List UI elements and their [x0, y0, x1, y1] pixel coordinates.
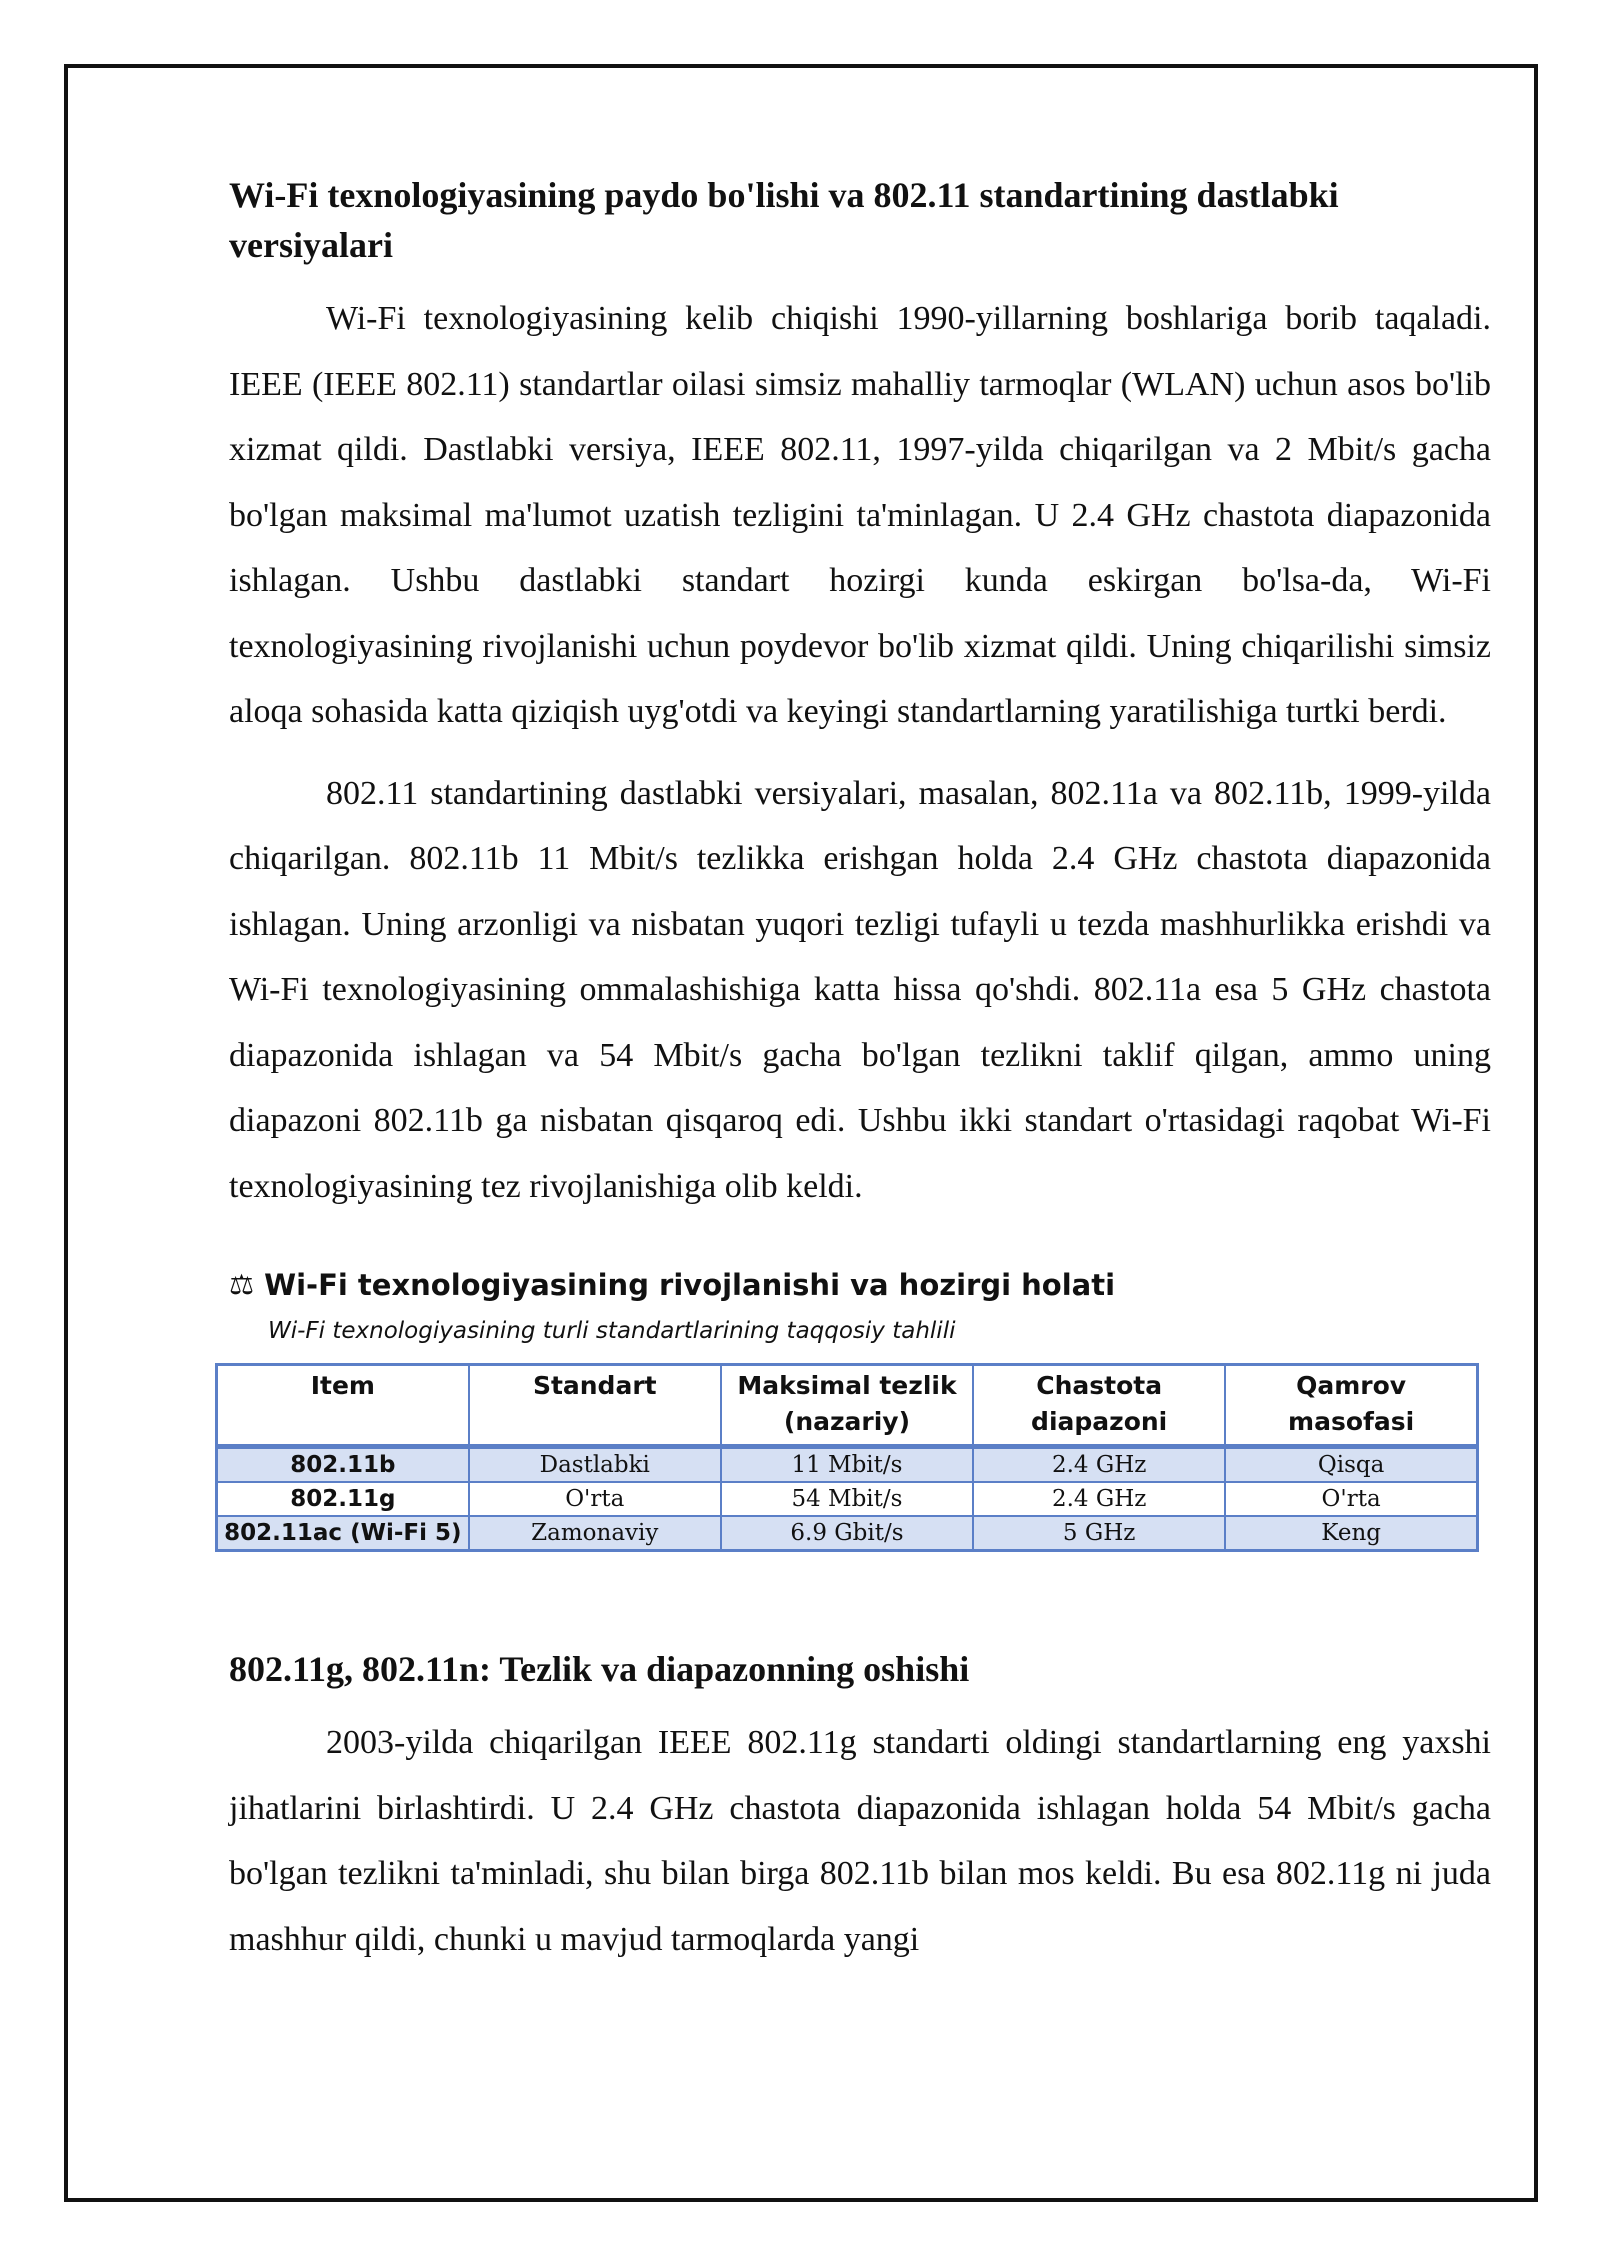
- table-cell: Keng: [1225, 1516, 1477, 1551]
- column-header-item: Item: [217, 1365, 469, 1447]
- paragraph-80211g: 2003-yilda chiqarilgan IEEE 802.11g standarti oldingi standartlarning eng yaxshi jihatlarini birlashtirdi. U 2.4 GHz chastota diapazonida ishlagan holda 54 Mbit/s gacha bo'lgan tezlikni ta'minladi, shu bilan birga 802.11b bilan mos keldi. Bu esa 802.11g ni juda mashhur qildi, chunki u mavjud tarmoqlarda yangi: [229, 1724, 1491, 1958]
- table-cell: 802.11g: [217, 1482, 469, 1516]
- table-cell: 802.11ac (Wi-Fi 5): [217, 1516, 469, 1551]
- paragraph-early-versions: 802.11 standartining dastlabki versiyalari, masalan, 802.11a va 802.11b, 1999-yilda chiqarilgan. 802.11b 11 Mbit/s tezlikka erishgan holda 2.4 GHz chastota diapazonida ishlagan. Uning arzonligi va nisbatan yuqori tezligi tufayli u tezda mashhurlikka erishdi va Wi-Fi texnologiyasining ommalashishiga katta hissa qo'shdi. 802.11a esa 5 GHz chastota diapazonida ishlagan va 54 Mbit/s gacha bo'lgan tezlikni taklif qilgan, ammo uning diapazoni 802.11b ga nisbatan qisqaroq edi. Ushbu ikki standart o'rtasidagi raqobat Wi-Fi texnologiyasining tez rivojlanishiga olib keldi.: [229, 774, 1491, 1205]
- table-cell: 802.11b: [217, 1447, 469, 1483]
- table-cell: 54 Mbit/s: [721, 1482, 973, 1516]
- column-header-standart: Standart: [469, 1365, 721, 1447]
- section-heading-80211g-n: 802.11g, 802.11n: Tezlik va diapazonning oshishi: [229, 1649, 970, 1689]
- table-header-row: [217, 1365, 1478, 1447]
- table-cell: Zamonaviy: [469, 1516, 721, 1551]
- table-cell: O'rta: [469, 1482, 721, 1516]
- table-cell: 6.9 Gbit/s: [721, 1516, 973, 1551]
- table-row: [217, 1447, 1478, 1483]
- column-header-frequency: Chastota diapazoni: [973, 1365, 1225, 1447]
- table-cell: 2.4 GHz: [973, 1482, 1225, 1516]
- table-cell: 5 GHz: [973, 1516, 1225, 1551]
- table-title: [229, 1265, 1491, 1305]
- table-title-text: Wi-Fi texnologiyasining rivojlanishi va hozirgi holati: [264, 1268, 1116, 1302]
- column-header-max-speed: Maksimal tezlik (nazariy): [721, 1365, 973, 1447]
- paragraph-origins: Wi-Fi texnologiyasining kelib chiqishi 1990-yillarning boshlariga borib taqaladi. IEEE (IEEE 802.11) standartlar oilasi simsiz mahalliy tarmoqlar (WLAN) uchun asos bo'lib xizmat qildi. Dastlabki versiya, IEEE 802.11, 1997-yilda chiqarilgan va 2 Mbit/s gacha bo'lgan maksimal ma'lumot uzatish tezligini ta'minlagan. U 2.4 GHz chastota diapazonida ishlagan. Ushbu dastlabki standart hozirgi kunda eskirgan bo'lsa-da, Wi-Fi texnologiyasining rivojlanishi uchun poydevor bo'lib xizmat qildi. Uning chiqarilishi simsiz aloqa sohasida katta qiziqish uyg'otdi va keyingi standartlarning yaratilishiga turtki berdi.: [229, 300, 1491, 730]
- table-cell: 11 Mbit/s: [721, 1447, 973, 1483]
- table-cell: Dastlabki: [469, 1447, 721, 1483]
- table-row: [217, 1482, 1478, 1516]
- balance-scale-icon: ⚖: [229, 1268, 255, 1301]
- section-heading-origins: Wi-Fi texnologiyasining paydo bo'lishi va 802.11 standartining dastlabki versiyalari: [229, 175, 1339, 265]
- table-cell: O'rta: [1225, 1482, 1477, 1516]
- table-cell: Qisqa: [1225, 1447, 1477, 1483]
- table-row: [217, 1516, 1478, 1551]
- table-subtitle: Wi-Fi texnologiyasining turli standartlarining taqqosiy tahlili: [268, 1318, 956, 1344]
- table-cell: 2.4 GHz: [973, 1447, 1225, 1483]
- column-header-range: Qamrov masofasi: [1225, 1365, 1477, 1447]
- document-body: [224, 170, 1491, 1972]
- standards-comparison-table: [215, 1363, 1479, 1552]
